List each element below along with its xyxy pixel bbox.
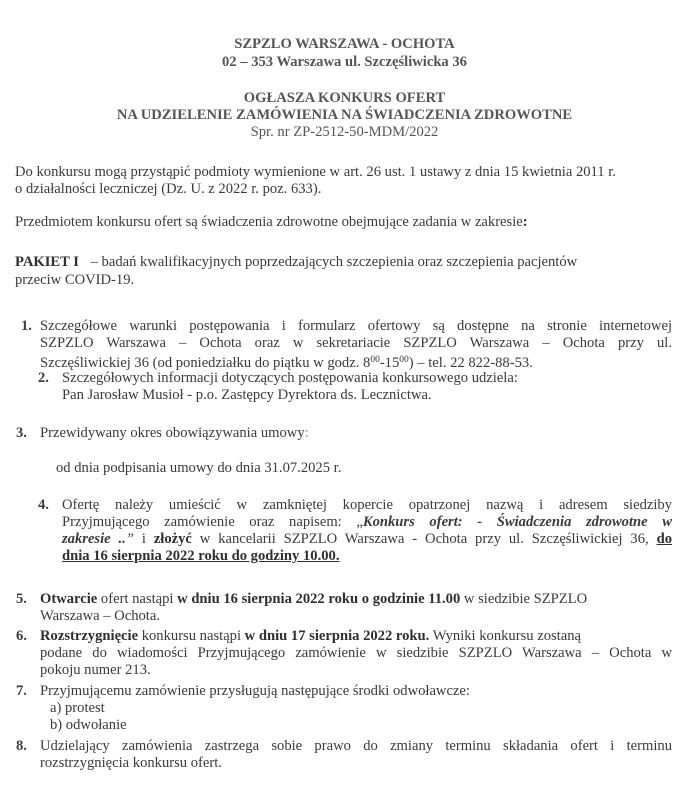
announce-line-1: OGŁASZA KONKURS OFERT — [243, 90, 446, 106]
item-6-text-1: konkursu nastąpi — [138, 628, 245, 644]
package-line-1 — [15, 254, 680, 271]
item-8-line-1: Udzielający zamówienia zastrzega sobie prawo do zmiany terminu składania ofert i terminu — [40, 738, 672, 754]
item-4-line-2 — [62, 514, 672, 531]
item-4-quote-close: ” — [125, 531, 134, 547]
item-4-contest-scope: zakresie .. — [62, 531, 126, 547]
item-6-line-1 — [40, 628, 672, 645]
eligibility-line-1: Do konkursu mogą przystąpić podmioty wymienione w art. 26 ust. 1 ustawy z dnia 15 kwietnia 2011 r. — [15, 164, 616, 180]
item-4-number: 4. — [38, 497, 49, 513]
package-text: – badań kwalifikacyjnych poprzedzających szczepienia oraz szczepienia pacjentów — [90, 254, 578, 270]
item-4-label-text: Przyjmującego zamówienie oraz napisem: „ — [62, 514, 363, 530]
item-2-number: 2. — [38, 370, 49, 386]
item-4-contest-title: Konkurs ofert: - Świadczenia zdrowotne w — [362, 514, 672, 530]
item-3-text: Przewidywany okres obowiązywania umowy — [40, 425, 305, 441]
item-6-line-3: pokoju numer 213. — [40, 662, 151, 678]
item-7-option-b: b) odwołanie — [50, 717, 127, 733]
item-1-hours-text: Szczęśliwickiej 36 (od poniedziałku do piątku w godz. 8 — [40, 355, 371, 371]
item-4-submit-word: złożyć — [153, 531, 192, 547]
item-3-line-2: od dnia podpisania umowy do dnia 31.07.2025 r. — [56, 460, 342, 476]
item-6-resolution: Rozstrzygnięcie — [40, 628, 139, 644]
item-4-deadline: dnia 16 sierpnia 2022 roku do godziny 10.00. — [62, 548, 340, 564]
item-4-location: w kancelarii SZPZLO Warszawa - Ochota przy ul. Szczęśliwickiej 36, — [191, 531, 657, 547]
item-7-number: 7. — [16, 683, 27, 699]
item-5-text-2: w siedzibie SZPZLO — [460, 591, 588, 607]
item-3-number: 3. — [16, 425, 27, 441]
org-address: 02 – 353 Warszawa ul. Szczęśliwicka 36 — [222, 54, 467, 70]
item-3-line-1 — [40, 425, 672, 442]
item-1-hours-dash: -15 — [379, 355, 400, 371]
item-6-number: 6. — [16, 628, 27, 644]
item-1-sup-2: 00 — [399, 355, 409, 365]
item-3-colon: : — [304, 425, 309, 441]
item-2-line-2: Pan Jarosław Musioł - p.o. Zastępcy Dyrektora ds. Lecznictwa. — [62, 387, 432, 403]
item-1-number: 1. — [21, 318, 32, 334]
item-5-line-2: Warszawa – Ochota. — [40, 608, 160, 624]
item-4-line-4 — [62, 548, 672, 565]
item-5-number: 5. — [16, 591, 27, 607]
item-6-text-2: Wyniki konkursu zostaną — [429, 628, 581, 644]
package-line-2: przeciw COVID-19. — [15, 272, 135, 288]
subject-colon: : — [522, 214, 528, 230]
item-7-line-1: Przyjmującemu zamówienie przysługują następujące środki odwoławcze: — [40, 683, 470, 699]
item-1-line-3 — [40, 352, 672, 372]
item-5-text-1: ofert nastąpi — [97, 591, 178, 607]
item-1-sup-1: 00 — [370, 355, 380, 365]
item-4-and: i — [133, 531, 154, 547]
item-5-opening: Otwarcie — [40, 591, 98, 607]
subject-body: Przedmiotem konkursu ofert są świadczenia zdrowotne obejmujące zadania w zakresie — [15, 214, 523, 230]
item-5-line-1 — [40, 591, 672, 608]
item-6-line-2: podane do wiadomości Przyjmującego zamówienie w siedzibie SZPZLO Warszawa – Ochota w — [40, 645, 672, 661]
item-4-line-1: Ofertę należy umieścić w zamkniętej kopercie opatrzonej nazwą i adresem siedziby — [62, 497, 672, 513]
org-name: SZPZLO WARSZAWA - OCHOTA — [234, 36, 455, 52]
item-1-phone: ) – tel. 22 822-88-53. — [408, 355, 533, 371]
item-4-line-3 — [62, 531, 672, 548]
announce-line-2: NA UDZIELENIE ZAMÓWIENIA NA ŚWIADCZENIA ZDROWOTNE — [116, 107, 573, 123]
item-7-option-a: a) protest — [50, 700, 105, 716]
item-1-line-2: SZPZLO Warszawa – Ochota oraz w sekretariacie SZPZLO Warszawa – Ochota przy ul. — [40, 335, 672, 351]
package-label: PAKIET I — [15, 254, 79, 270]
eligibility-line-2: o działalności leczniczej (Dz. U. z 2022 r. poz. 633). — [15, 181, 322, 197]
reference-number: Spr. nr ZP-2512-50-MDM/2022 — [250, 124, 439, 140]
item-6-date: w dniu 17 sierpnia 2022 roku. — [244, 628, 430, 644]
item-4-deadline-start: do — [656, 531, 672, 547]
item-8-line-2: rozstrzygnięcia konkursu ofert. — [40, 755, 222, 771]
item-1-line-1: Szczegółowe warunki postępowania i formularz ofertowy są dostępne na stronie internetowej — [40, 318, 672, 334]
item-2-line-1: Szczegółowych informacji dotyczących postępowania konkursowego udziela: — [62, 370, 518, 386]
subject-text — [15, 214, 680, 231]
item-5-date: w dniu 16 sierpnia 2022 roku o godzinie 11.00 — [177, 591, 461, 607]
item-8-number: 8. — [16, 738, 27, 754]
